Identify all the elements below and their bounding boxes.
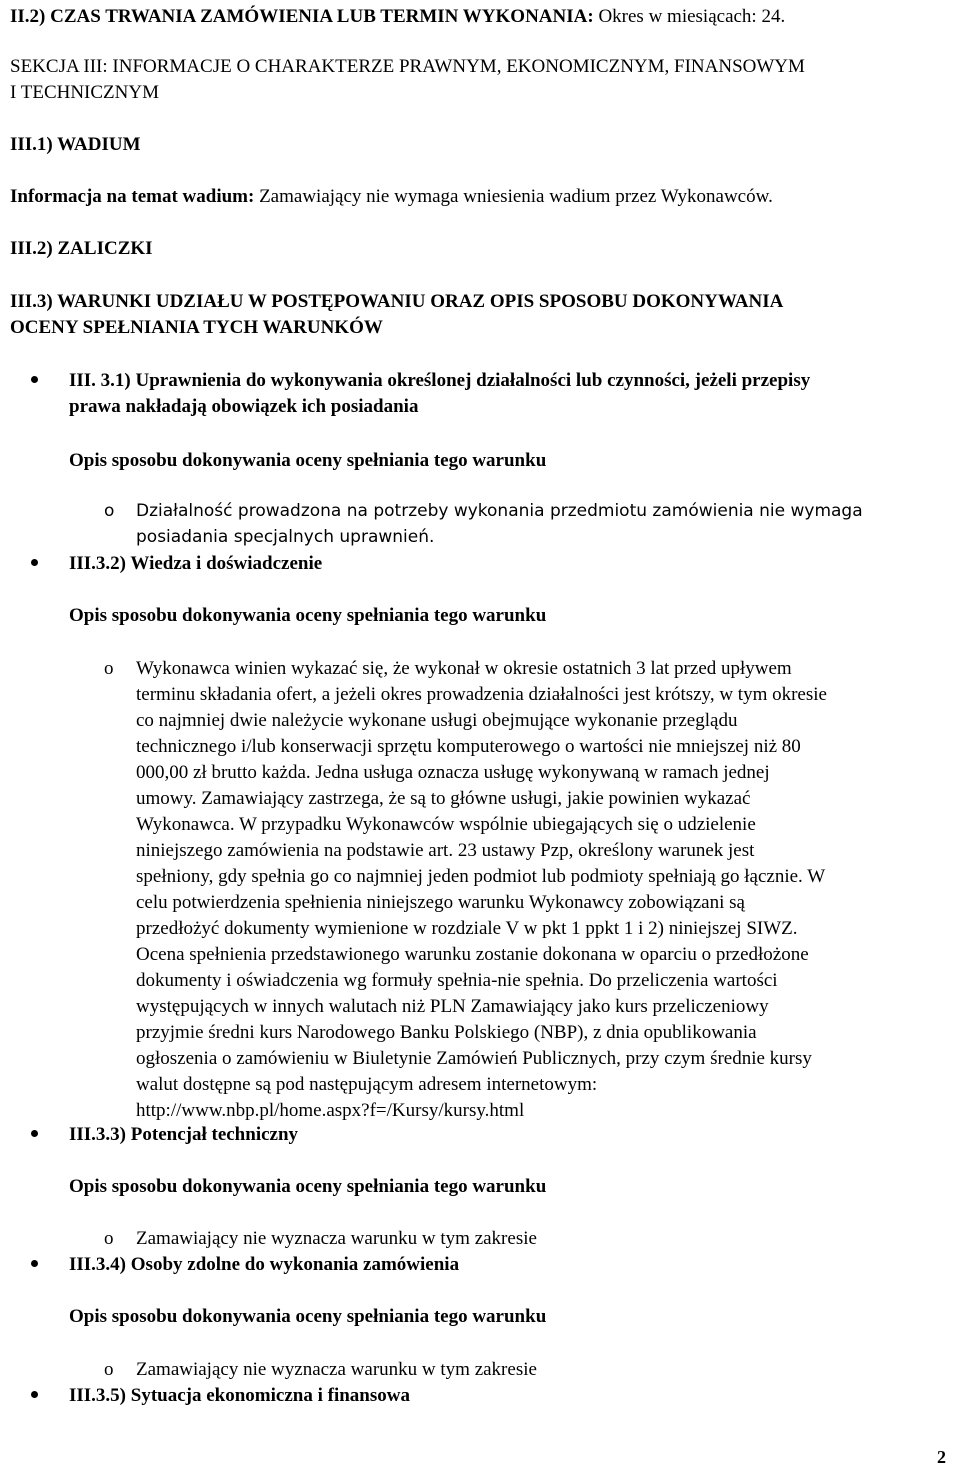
detail-line: niniejszego zamówienia na podstawie art. 23 ustawy Pzp, określony warunek jest bbox=[136, 840, 755, 861]
item-333-number: III.3.3) bbox=[69, 1124, 131, 1145]
item-331-detail-line2: posiadania specjalnych uprawnień. bbox=[136, 527, 435, 547]
wadium-heading: III.1) WADIUM bbox=[10, 134, 141, 155]
wadium-label: Informacja na temat wadium: bbox=[10, 186, 255, 207]
item-333-title bbox=[69, 1122, 939, 1148]
page-number: 2 bbox=[937, 1447, 946, 1467]
detail-line: spełniony, gdy spełnia go co najmniej jeden podmiot lub podmioty spełniają go łącznie. W bbox=[136, 866, 826, 887]
warunki-heading-line2: OCENY SPEŁNIANIA TYCH WARUNKÓW bbox=[10, 317, 383, 338]
section-iii-heading-line2: I TECHNICZNYM bbox=[10, 82, 160, 103]
detail-line: przyjmie średni kurs Narodowego Banku Polskiego (NBP), z dnia opublikowania bbox=[136, 1022, 757, 1043]
item-333-title-text: Potencjał techniczny bbox=[130, 1124, 299, 1145]
item-333-opis-label: Opis sposobu dokonywania oceny spełniania tego warunku bbox=[69, 1176, 547, 1197]
bullet-icon bbox=[31, 1130, 38, 1137]
item-331-detail-line1: Działalność prowadzona na potrzeby wykonania przedmiotu zamówienia nie wymaga bbox=[136, 501, 863, 521]
detail-line: 000,00 zł brutto każda. Jedna usługa oznacza usługę wykonywaną w ramach jednej bbox=[136, 762, 770, 783]
item-332-title-text: Wiedza i doświadczenie bbox=[130, 553, 323, 574]
item-332-title bbox=[69, 551, 939, 577]
item-332-number: III.3.2) bbox=[69, 553, 131, 574]
detail-line: umowy. Zamawiający zastrzega, że są to główne usługi, jakie powinien wykazać bbox=[136, 788, 751, 809]
section-ii2 bbox=[10, 4, 950, 30]
detail-line: Ocena spełnienia przedstawionego warunku zostanie dokonana w oparciu o przedłożone bbox=[136, 944, 809, 965]
item-334-title-text: Osoby zdolne do wykonania zamówienia bbox=[130, 1254, 460, 1275]
wadium-info bbox=[10, 184, 950, 210]
item-332-detail bbox=[136, 656, 936, 1124]
item-331-title-line2: prawa nakładają obowiązek ich posiadania bbox=[69, 396, 419, 417]
item-335-title bbox=[69, 1383, 939, 1409]
detail-line: technicznego i/lub konserwacji sprzętu komputerowego o wartości nie mniejszej niż 80 bbox=[136, 736, 801, 757]
item-334-number: III.3.4) bbox=[69, 1254, 131, 1275]
sub-bullet-o-icon: o bbox=[104, 501, 115, 521]
item-335-title-text: Sytuacja ekonomiczna i finansowa bbox=[130, 1385, 410, 1406]
detail-line: celu potwierdzenia spełnienia niniejszego warunku Wykonawcy zobowiązani są bbox=[136, 892, 745, 913]
item-334-detail: Zamawiający nie wyznacza warunku w tym zakresie bbox=[136, 1359, 537, 1380]
detail-line: ogłoszenia o zamówieniu w Biuletynie Zamówień Publicznych, przy czym średnie kursy bbox=[136, 1048, 812, 1069]
item-334-opis-label: Opis sposobu dokonywania oceny spełniania tego warunku bbox=[69, 1306, 547, 1327]
detail-line: terminu składania ofert, a jeżeli okres prowadzenia działalności jest krótszy, w tym okresie bbox=[136, 684, 827, 705]
item-331-opis-label: Opis sposobu dokonywania oceny spełniania tego warunku bbox=[69, 450, 547, 471]
detail-line: Wykonawca winien wykazać się, że wykonał w okresie ostatnich 3 lat przed upływem bbox=[136, 658, 792, 679]
detail-line: dokumenty i oświadczenia wg formuły spełnia-nie spełnia. Do przeliczenia wartości bbox=[136, 970, 778, 991]
section-ii2-label: II.2) CZAS TRWANIA ZAMÓWIENIA LUB TERMIN WYKONANIA: bbox=[10, 6, 594, 27]
bullet-icon bbox=[31, 1391, 38, 1398]
detail-url: http://www.nbp.pl/home.aspx?f=/Kursy/kursy.html bbox=[136, 1100, 525, 1121]
item-334-title bbox=[69, 1252, 939, 1278]
sub-bullet-o-icon: o bbox=[104, 1228, 114, 1249]
section-iii-heading-line1: SEKCJA III: INFORMACJE O CHARAKTERZE PRAWNYM, EKONOMICZNYM, FINANSOWYM bbox=[10, 56, 805, 77]
bullet-icon bbox=[31, 376, 38, 383]
detail-line: Wykonawca. W przypadku Wykonawców wspólnie ubiegających się o udzielenie bbox=[136, 814, 756, 835]
detail-line: walut dostępne są pod następującym adresem internetowym: bbox=[136, 1074, 598, 1095]
detail-line: co najmniej dwie należycie wykonane usługi obejmujące wykonanie przeglądu bbox=[136, 710, 738, 731]
sub-bullet-o-icon: o bbox=[104, 1359, 114, 1380]
zaliczki-heading: III.2) ZALICZKI bbox=[10, 238, 153, 259]
section-ii2-value: Okres w miesiącach: 24. bbox=[593, 6, 786, 27]
item-335-number: III.3.5) bbox=[69, 1385, 131, 1406]
item-332-opis-label: Opis sposobu dokonywania oceny spełniania tego warunku bbox=[69, 605, 547, 626]
item-333-detail: Zamawiający nie wyznacza warunku w tym zakresie bbox=[136, 1228, 537, 1249]
bullet-icon bbox=[31, 559, 38, 566]
item-331-title-line1: III. 3.1) Uprawnienia do wykonywania określonej działalności lub czynności, jeżeli przepisy bbox=[69, 370, 811, 391]
wadium-text: Zamawiający nie wymaga wniesienia wadium przez Wykonawców. bbox=[254, 186, 773, 207]
warunki-heading-line1: III.3) WARUNKI UDZIAŁU W POSTĘPOWANIU ORAZ OPIS SPOSOBU DOKONYWANIA bbox=[10, 291, 784, 312]
detail-line: przedłożyć dokumenty wymienione w rozdziale V w pkt 1 ppkt 1 i 2) niniejszej SIWZ. bbox=[136, 918, 798, 939]
detail-line: występujących w innych walutach niż PLN Zamawiający jako kurs przeliczeniowy bbox=[136, 996, 769, 1017]
bullet-icon bbox=[31, 1260, 38, 1267]
sub-bullet-o-icon: o bbox=[104, 658, 114, 679]
